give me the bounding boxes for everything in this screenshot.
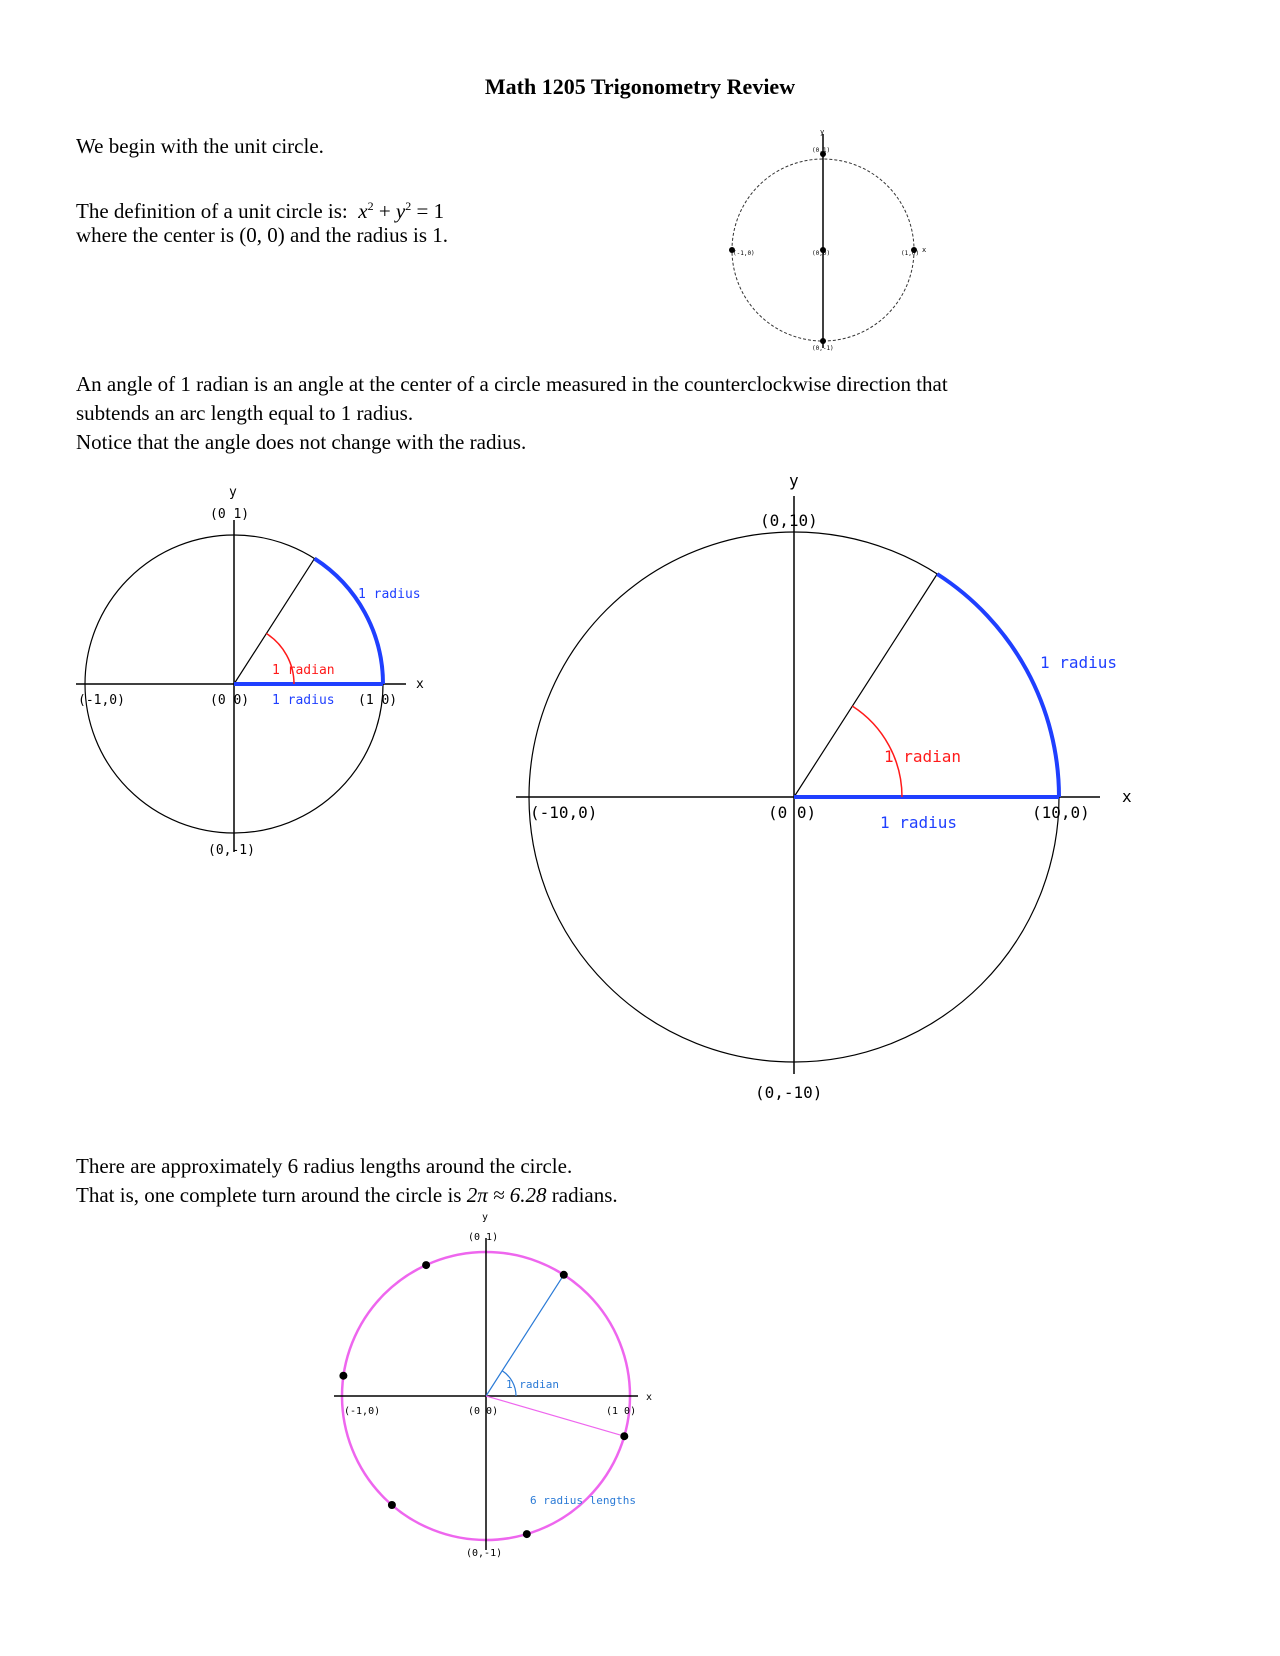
equation-rhs: = 1: [416, 199, 445, 223]
angle-label: 1 radian: [506, 1378, 559, 1391]
x-axis-label: x: [922, 246, 927, 254]
label-center: (0 0): [210, 693, 250, 708]
label-top: (0 1): [468, 1232, 499, 1243]
point-3-radian: [339, 1372, 347, 1380]
label-bottom: (0,-1): [466, 1548, 503, 1559]
label-bottom: (0,-10): [755, 1083, 823, 1102]
equation-y: y: [395, 199, 406, 223]
x-axis-label: x: [416, 677, 424, 692]
radian-definition-line-1: An angle of 1 radian is an angle at the center of a circle measured in the counterclockwise direction that: [76, 372, 948, 396]
definition-lead: The definition of a unit circle is:: [76, 199, 348, 223]
x-axis-label: x: [1122, 787, 1132, 806]
arc-label: 1 radius: [358, 587, 421, 602]
point-bottom: [820, 338, 826, 344]
turn-line-2: [76, 1181, 618, 1210]
small-unit-circle-figure: [715, 126, 940, 360]
label-left: (-1,0): [733, 250, 755, 257]
point-4-radian: [388, 1501, 396, 1509]
radian-definition-line-3: Notice that the angle does not change with the radius.: [76, 430, 527, 454]
label-center: (0 0): [468, 1406, 499, 1417]
label-left: (-1,0): [344, 1406, 381, 1417]
point-2-radian: [422, 1261, 430, 1269]
label-bottom: (0,-1): [208, 843, 255, 858]
label-center: (0,0): [812, 250, 831, 257]
base-label: 1 radius: [272, 693, 335, 708]
turn-line-2-tail: radians.: [551, 1183, 618, 1207]
label-top: (0,1): [812, 147, 831, 154]
point-6-radian: [620, 1432, 628, 1440]
label-left: (-1,0): [78, 693, 125, 708]
label-right: (1 0): [358, 693, 398, 708]
label-right: (1,0): [901, 250, 920, 257]
point-5-radian: [523, 1530, 531, 1538]
six-radian-radius: [486, 1396, 624, 1436]
y-axis-label: y: [820, 128, 825, 136]
equation-x: x: [358, 199, 368, 223]
angle-label: 1 radian: [884, 747, 962, 766]
turn-line-1: There are approximately 6 radius lengths around the circle.: [76, 1154, 573, 1178]
radius-ten-circle-figure: [510, 466, 1150, 1106]
y-axis-label: y: [789, 471, 799, 490]
label-top: (0,10): [760, 511, 818, 530]
page-title: Math 1205 Trigonometry Review: [484, 74, 796, 99]
arc-label: 1 radius: [1040, 653, 1118, 672]
intro-text: We begin with the unit circle.: [76, 134, 324, 158]
y-axis-label: y: [229, 485, 237, 500]
x-axis-label: x: [646, 1392, 653, 1403]
label-right: (1 0): [606, 1406, 637, 1417]
y-axis-label: y: [482, 1212, 489, 1223]
equation-x-exp: 2: [367, 199, 374, 213]
six-radius-lengths-figure: [330, 1208, 670, 1572]
lengths-label: 6 radius lengths: [530, 1494, 636, 1507]
turn-line-2-lead: That is, one complete turn around the circle is: [76, 1183, 462, 1207]
two-pi-expression: 2π ≈ 6.28: [466, 1183, 547, 1207]
radian-definition-line-2: subtends an arc length equal to 1 radius.: [76, 401, 414, 425]
equation-y-exp: 2: [405, 199, 412, 213]
center-line: where the center is (0, 0) and the radius is 1.: [76, 223, 449, 247]
point-1-radian: [560, 1271, 568, 1279]
unit-circle-radian-figure: [70, 484, 440, 874]
label-right: (10,0): [1032, 803, 1090, 822]
label-center: (0 0): [768, 803, 817, 822]
base-label: 1 radius: [880, 813, 958, 832]
equation-plus: +: [378, 199, 391, 223]
label-top: (0 1): [210, 507, 250, 522]
label-bottom: (0,-1): [812, 345, 834, 352]
angle-label: 1 radian: [272, 663, 335, 678]
label-left: (-10,0): [530, 803, 598, 822]
